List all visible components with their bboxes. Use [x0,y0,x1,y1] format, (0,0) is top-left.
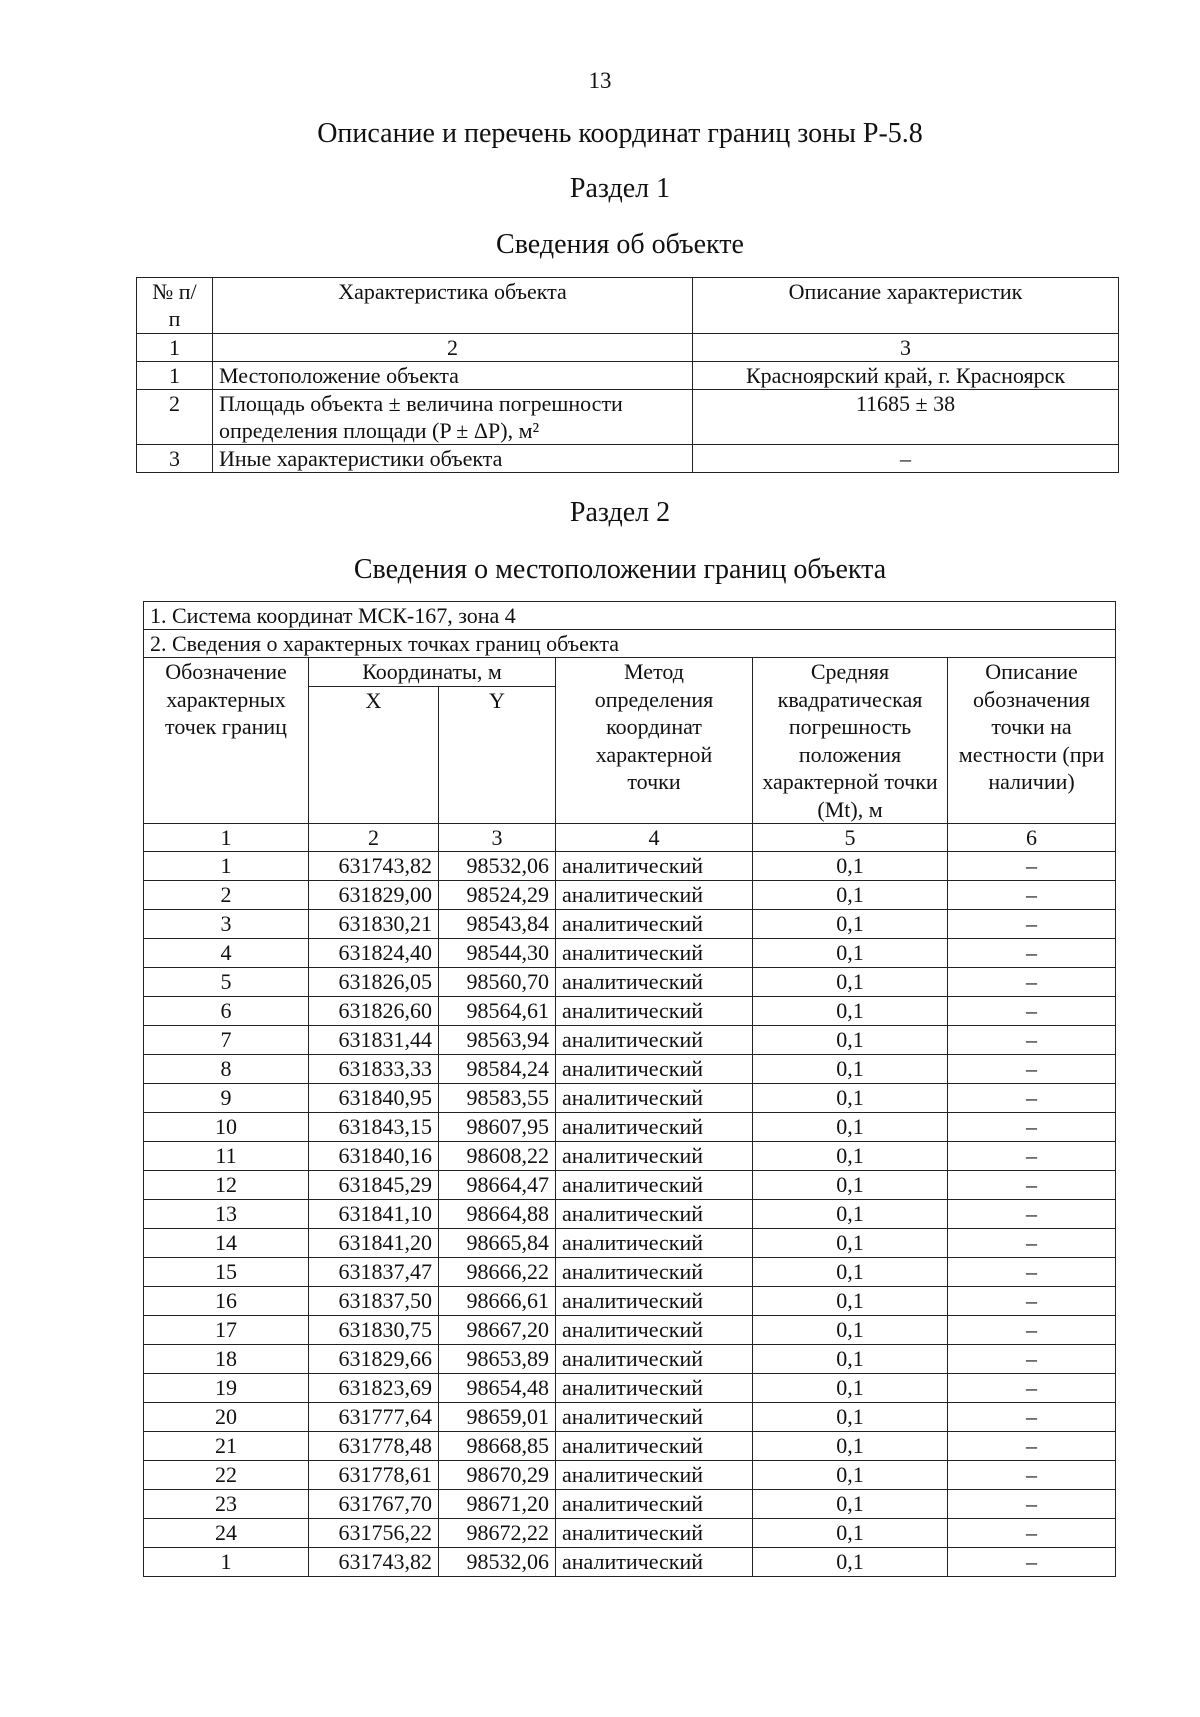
header-error: Средняя квадратическая погрешность положения характерной точки (Mt), м [753,658,948,824]
point-description: – [948,1229,1116,1258]
mean-error: 0,1 [753,1519,948,1548]
table-row [144,1026,1116,1055]
x-coordinate: 631843,15 [309,1113,439,1142]
mean-error: 0,1 [753,1374,948,1403]
x-coordinate: 631777,64 [309,1403,439,1432]
point-number: 3 [144,910,309,939]
point-number: 22 [144,1461,309,1490]
object-info-table [136,277,1119,473]
mean-error: 0,1 [753,1490,948,1519]
y-coordinate: 98653,89 [439,1345,556,1374]
y-coordinate: 98666,61 [439,1287,556,1316]
x-coordinate: 631841,10 [309,1200,439,1229]
method: аналитический [556,1519,753,1548]
mean-error: 0,1 [753,1287,948,1316]
mean-error: 0,1 [753,1113,948,1142]
y-coordinate: 98608,22 [439,1142,556,1171]
point-number: 4 [144,939,309,968]
point-number: 10 [144,1113,309,1142]
point-description: – [948,1200,1116,1229]
y-coordinate: 98563,94 [439,1026,556,1055]
point-description: – [948,910,1116,939]
mean-error: 0,1 [753,1055,948,1084]
header-x: X [309,687,439,824]
point-number: 23 [144,1490,309,1519]
table-row [144,968,1116,997]
page-number: 13 [588,68,612,93]
section-1-heading: Раздел 1 [569,173,671,204]
index-cell: 3 [439,824,556,852]
x-coordinate: 631833,33 [309,1055,439,1084]
method: аналитический [556,997,753,1026]
y-coordinate: 98583,55 [439,1084,556,1113]
y-coordinate: 98671,20 [439,1490,556,1519]
index-cell: 1 [137,334,213,362]
boundary-points-table [143,601,1116,1577]
mean-error: 0,1 [753,1461,948,1490]
method: аналитический [556,968,753,997]
y-coordinate: 98654,48 [439,1374,556,1403]
y-coordinate: 98584,24 [439,1055,556,1084]
coord-system-caption: 1. Система координат МСК-167, зона 4 [144,602,1116,630]
index-cell: 6 [948,824,1116,852]
x-coordinate: 631830,75 [309,1316,439,1345]
point-description: – [948,1461,1116,1490]
point-description: – [948,1374,1116,1403]
y-coordinate: 98607,95 [439,1113,556,1142]
method: аналитический [556,1345,753,1374]
method: аналитический [556,1316,753,1345]
point-description: – [948,881,1116,910]
table-row [144,1142,1116,1171]
table-row [144,1229,1116,1258]
header-y: Y [439,687,556,824]
x-coordinate: 631826,05 [309,968,439,997]
method: аналитический [556,1142,753,1171]
method: аналитический [556,1287,753,1316]
method: аналитический [556,1490,753,1519]
method: аналитический [556,1374,753,1403]
x-coordinate: 631831,44 [309,1026,439,1055]
table-row [144,1055,1116,1084]
point-description: – [948,1258,1116,1287]
table-row [144,852,1116,881]
mean-error: 0,1 [753,1229,948,1258]
point-number: 5 [144,968,309,997]
point-number: 17 [144,1316,309,1345]
point-description: – [948,1403,1116,1432]
header-characteristic: Характеристика объекта [213,278,693,334]
point-number: 21 [144,1432,309,1461]
point-number: 16 [144,1287,309,1316]
object-info-row [137,362,1119,390]
points-body [144,852,1116,1577]
mean-error: 0,1 [753,1084,948,1113]
table-row [144,1519,1116,1548]
point-description: – [948,1142,1116,1171]
x-coordinate: 631829,00 [309,881,439,910]
point-number: 14 [144,1229,309,1258]
point-number: 7 [144,1026,309,1055]
header-point: Обозначение характерных точек границ [144,658,309,824]
point-description: – [948,997,1116,1026]
point-description: – [948,968,1116,997]
point-number: 12 [144,1171,309,1200]
header-method: Метод определения координат характерной точки [556,658,753,824]
object-info-header-row [137,278,1119,334]
y-coordinate: 98667,20 [439,1316,556,1345]
table-row [144,1258,1116,1287]
index-cell: 2 [309,824,439,852]
method: аналитический [556,1113,753,1142]
method: аналитический [556,1403,753,1432]
point-description: – [948,1084,1116,1113]
row-description: 11685 ± 38 [693,390,1119,445]
object-info-row [137,445,1119,473]
method: аналитический [556,1258,753,1287]
point-description: – [948,1287,1116,1316]
point-description: – [948,1345,1116,1374]
points-caption: 2. Сведения о характерных точках границ объекта [144,630,1116,658]
mean-error: 0,1 [753,1403,948,1432]
table-row [144,1316,1116,1345]
point-number: 2 [144,881,309,910]
row-num: 2 [137,390,213,445]
table-row [144,1171,1116,1200]
point-description: – [948,1519,1116,1548]
table-row [144,939,1116,968]
table-row [144,1287,1116,1316]
header-description: Описание характеристик [693,278,1119,334]
table-row [144,1432,1116,1461]
table-row [144,1374,1116,1403]
points-index-row [144,824,1116,852]
x-coordinate: 631845,29 [309,1171,439,1200]
section-2-subheading: Сведения о местоположении границ объекта [353,554,887,585]
y-coordinate: 98524,29 [439,881,556,910]
point-number: 15 [144,1258,309,1287]
method: аналитический [556,852,753,881]
method: аналитический [556,1229,753,1258]
y-coordinate: 98665,84 [439,1229,556,1258]
mean-error: 0,1 [753,939,948,968]
x-coordinate: 631840,95 [309,1084,439,1113]
y-coordinate: 98664,47 [439,1171,556,1200]
mean-error: 0,1 [753,968,948,997]
mean-error: 0,1 [753,1258,948,1287]
y-coordinate: 98668,85 [439,1432,556,1461]
index-cell: 3 [693,334,1119,362]
mean-error: 0,1 [753,910,948,939]
point-number: 9 [144,1084,309,1113]
header-desc: Описание обозначения точки на местности (при наличии) [948,658,1116,824]
x-coordinate: 631841,20 [309,1229,439,1258]
mean-error: 0,1 [753,1200,948,1229]
point-description: – [948,939,1116,968]
table-row [144,997,1116,1026]
x-coordinate: 631756,22 [309,1519,439,1548]
x-coordinate: 631824,40 [309,939,439,968]
x-coordinate: 631837,50 [309,1287,439,1316]
point-number: 6 [144,997,309,1026]
point-number: 24 [144,1519,309,1548]
section-2-heading: Раздел 2 [569,497,671,528]
y-coordinate: 98659,01 [439,1403,556,1432]
y-coordinate: 98532,06 [439,1548,556,1577]
y-coordinate: 98560,70 [439,968,556,997]
x-coordinate: 631778,48 [309,1432,439,1461]
y-coordinate: 98670,29 [439,1461,556,1490]
row-characteristic: Площадь объекта ± величина погрешности определения площади (P ± ΔP), м² [213,390,693,445]
x-coordinate: 631830,21 [309,910,439,939]
coord-system-row [144,602,1116,630]
x-coordinate: 631823,69 [309,1374,439,1403]
mean-error: 0,1 [753,852,948,881]
point-description: – [948,1113,1116,1142]
method: аналитический [556,1432,753,1461]
section-1-subheading: Сведения об объекте [496,229,744,260]
table-row [144,1200,1116,1229]
row-num: 1 [137,362,213,390]
method: аналитический [556,1026,753,1055]
point-description: – [948,1432,1116,1461]
header-coords: Координаты, м [309,658,556,687]
y-coordinate: 98543,84 [439,910,556,939]
y-coordinate: 98544,30 [439,939,556,968]
point-number: 1 [144,852,309,881]
table-row [144,881,1116,910]
x-coordinate: 631743,82 [309,1548,439,1577]
points-header-row [144,658,1116,687]
y-coordinate: 98532,06 [439,852,556,881]
method: аналитический [556,1200,753,1229]
x-coordinate: 631826,60 [309,997,439,1026]
table-row [144,1345,1116,1374]
table-row [144,1490,1116,1519]
index-cell: 1 [144,824,309,852]
point-description: – [948,1490,1116,1519]
point-description: – [948,1316,1116,1345]
y-coordinate: 98564,61 [439,997,556,1026]
row-num: 3 [137,445,213,473]
x-coordinate: 631778,61 [309,1461,439,1490]
mean-error: 0,1 [753,1345,948,1374]
method: аналитический [556,881,753,910]
point-number: 18 [144,1345,309,1374]
point-number: 11 [144,1142,309,1171]
header-num: № п/п [137,278,213,334]
table-row [144,1084,1116,1113]
y-coordinate: 98664,88 [439,1200,556,1229]
point-description: – [948,1055,1116,1084]
y-coordinate: 98672,22 [439,1519,556,1548]
row-description: Красноярский край, г. Красноярск [693,362,1119,390]
mean-error: 0,1 [753,1026,948,1055]
index-cell: 5 [753,824,948,852]
method: аналитический [556,939,753,968]
table-row [144,1113,1116,1142]
table-row [144,1461,1116,1490]
point-number: 13 [144,1200,309,1229]
method: аналитический [556,1548,753,1577]
mean-error: 0,1 [753,881,948,910]
x-coordinate: 631837,47 [309,1258,439,1287]
point-description: – [948,852,1116,881]
method: аналитический [556,1055,753,1084]
table-row [144,910,1116,939]
method: аналитический [556,1461,753,1490]
method: аналитический [556,910,753,939]
row-description: – [693,445,1119,473]
point-description: – [948,1026,1116,1055]
x-coordinate: 631840,16 [309,1142,439,1171]
row-characteristic: Местоположение объекта [213,362,693,390]
points-caption-row [144,630,1116,658]
x-coordinate: 631767,70 [309,1490,439,1519]
table-row [144,1548,1116,1577]
mean-error: 0,1 [753,1432,948,1461]
table-row [144,1403,1116,1432]
y-coordinate: 98666,22 [439,1258,556,1287]
document-title: Описание и перечень координат границ зоны Р-5.8 [317,118,923,149]
method: аналитический [556,1171,753,1200]
point-description: – [948,1548,1116,1577]
mean-error: 0,1 [753,997,948,1026]
point-number: 1 [144,1548,309,1577]
mean-error: 0,1 [753,1548,948,1577]
point-number: 8 [144,1055,309,1084]
x-coordinate: 631743,82 [309,852,439,881]
object-info-row [137,390,1119,445]
mean-error: 0,1 [753,1171,948,1200]
mean-error: 0,1 [753,1316,948,1345]
mean-error: 0,1 [753,1142,948,1171]
point-description: – [948,1171,1116,1200]
method: аналитический [556,1084,753,1113]
object-info-index-row [137,334,1119,362]
point-number: 19 [144,1374,309,1403]
row-characteristic: Иные характеристики объекта [213,445,693,473]
index-cell: 2 [213,334,693,362]
x-coordinate: 631829,66 [309,1345,439,1374]
index-cell: 4 [556,824,753,852]
point-number: 20 [144,1403,309,1432]
